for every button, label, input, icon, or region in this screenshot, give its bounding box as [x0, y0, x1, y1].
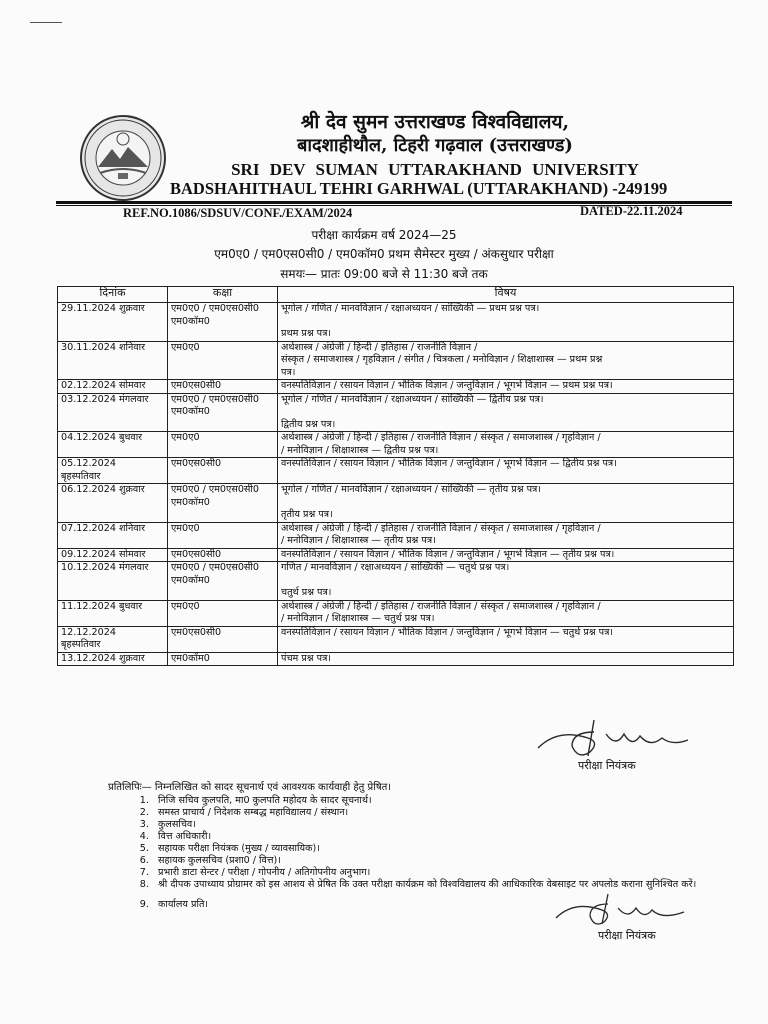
subject-cell-line: अर्थशास्त्र / अंग्रेजी / हिन्दी / इतिहास / राजनीति विज्ञान / संस्कृत / समाजशास्त्र / गृहविज्ञान /: [281, 600, 601, 612]
class-cell-line: एम0ए0 / एम0एस0सी0: [171, 562, 260, 573]
table-row: [58, 484, 734, 523]
class-cell-line: एम0एस0सी0: [171, 458, 222, 469]
class-cell-line: एम0कॉम0: [171, 406, 210, 417]
date-cell: [58, 380, 168, 394]
date-cell-line: 03.12.2024 मंगलवार: [61, 393, 149, 405]
date-cell-line: 13.12.2024 शुक्रवार: [61, 652, 145, 664]
class-cell: [168, 600, 278, 626]
subject-cell: [278, 562, 734, 601]
copy-to-item: 5. सहायक परीक्षा नियंत्रक (मुख्य / व्यावसायिक)।: [152, 843, 752, 855]
date-cell: [58, 458, 168, 484]
subject-cell-line: तृतीय प्रश्न पत्र।: [281, 509, 333, 520]
subject-cell: [278, 626, 734, 652]
date-cell-line: 29.11.2024 शुक्रवार: [61, 303, 145, 314]
class-cell-line: एम0एस0सी0: [171, 380, 222, 391]
date-cell-line: 09.12.2024 सोमवार: [61, 548, 146, 560]
class-cell-line: एम0एस0सी0: [171, 548, 222, 560]
class-cell-line: एम0ए0 / एम0एस0सी0: [171, 484, 260, 495]
subject-cell-line: वनस्पतिविज्ञान / रसायन विज्ञान / भौतिक विज्ञान / जन्तुविज्ञान / भूगर्भ विज्ञान — प्रथम प्रश्न पत्र।: [281, 380, 613, 391]
subject-cell-line: पत्र।: [281, 366, 296, 378]
class-cell-line: एम0एस0सी0: [171, 626, 222, 638]
class-cell-line: एम0ए0 / एम0एस0सी0: [171, 303, 260, 314]
university-address-english: BADSHAHITHAUL TEHRI GARHWAL (UTTARAKHAND) -249199: [170, 179, 668, 198]
subject-cell: [278, 652, 734, 666]
table-row: [58, 600, 734, 626]
subject-cell-line: अर्थशास्त्र / अंग्रेजी / हिन्दी / इतिहास / राजनीति विज्ञान / संस्कृत / समाजशास्त्र / गृहविज्ञान /: [281, 522, 601, 534]
table-row: [58, 548, 734, 562]
exam-timing: समयः— प्रातः 09:00 बजे से 11:30 बजे तक: [280, 267, 488, 281]
reference-number: REF.NO.1086/SDSUV/CONF./EXAM/2024: [123, 206, 353, 220]
date-cell: [58, 393, 168, 432]
class-cell-line: एम0ए0: [171, 341, 200, 353]
class-cell-line: एम0कॉम0: [171, 574, 210, 586]
column-header-date: दिनांक: [58, 287, 168, 303]
table-row: [58, 303, 734, 342]
date-cell-line: 11.12.2024 बुधवार: [61, 600, 143, 612]
table-row: [58, 432, 734, 458]
table-row: [58, 393, 734, 432]
subject-cell-line: [281, 497, 730, 510]
subject-cell-line: [281, 316, 730, 329]
subject-cell-line: भूगोल / गणित / मानवविज्ञान / रक्षाअध्ययन / सांख्यिकी — द्वितीय प्रश्न पत्र।: [281, 393, 544, 405]
date-cell: [58, 303, 168, 342]
subject-cell: [278, 548, 734, 562]
class-cell-line: एम0कॉम0: [171, 496, 210, 508]
subject-cell: [278, 303, 734, 342]
class-cell-line: एम0ए0: [171, 600, 200, 612]
class-cell: [168, 626, 278, 652]
date-cell: [58, 484, 168, 523]
subject-cell-line: पंचम प्रश्न पत्र।: [281, 652, 332, 664]
subject-cell-line: / मनोविज्ञान / शिक्षाशास्त्र — चतुर्थ प्रश्न पत्र।: [281, 613, 435, 624]
subject-cell-line: अर्थशास्त्र / अंग्रेजी / हिन्दी / इतिहास / राजनीति विज्ञान /: [281, 341, 478, 353]
subject-cell-line: / मनोविज्ञान / शिक्षाशास्त्र — द्वितीय प्रश्न पत्र।: [281, 444, 439, 456]
signature-image: [528, 712, 698, 762]
copy-to-item: 2. समस्त प्राचार्य / निदेशक सम्बद्ध महाविद्यालय / संस्थान।: [152, 807, 752, 819]
date-cell-line: 06.12.2024 शुक्रवार: [61, 484, 145, 495]
table-row: [58, 341, 734, 380]
subject-cell: [278, 600, 734, 626]
class-cell-line: एम0ए0 / एम0एस0सी0: [171, 393, 260, 405]
subject-cell: [278, 458, 734, 484]
date-cell: [58, 522, 168, 548]
document-date: DATED-22.11.2024: [580, 204, 683, 218]
subject-cell-line: चतुर्थ प्रश्न पत्र।: [281, 587, 332, 598]
subject-cell: [278, 380, 734, 394]
date-cell-line: बृहस्पतिवार: [61, 639, 101, 650]
class-cell: [168, 652, 278, 666]
table-body: [58, 303, 734, 666]
class-cell: [168, 458, 278, 484]
subject-cell-line: गणित / मानवविज्ञान / रक्षाअध्ययन / सांख्यिकी — चतुर्थ प्रश्न पत्र।: [281, 562, 510, 573]
university-name-hindi: श्री देव सुमन उत्तराखण्ड विश्वविद्यालय,: [300, 111, 570, 133]
exam-description: एम0ए0 / एम0एस0सी0 / एम0कॉम0 प्रथम सैमेस्टर मुख्य / अंकसुधार परीक्षा: [214, 247, 554, 261]
table-row: [58, 562, 734, 601]
subject-cell: [278, 522, 734, 548]
date-cell-line: 30.11.2024 शनिवार: [61, 341, 146, 353]
date-cell: [58, 626, 168, 652]
subject-cell-line: अर्थशास्त्र / अंग्रेजी / हिन्दी / इतिहास / राजनीति विज्ञान / संस्कृत / समाजशास्त्र / गृहविज्ञान /: [281, 432, 601, 443]
table-row: [58, 458, 734, 484]
subject-cell: [278, 484, 734, 523]
controller-signature-label: परीक्षा नियंत्रक: [578, 759, 636, 772]
table-row: [58, 522, 734, 548]
corner-mark: [30, 22, 62, 23]
class-cell: [168, 548, 278, 562]
class-cell-line: एम0कॉम0: [171, 652, 210, 664]
subject-cell-line: संस्कृत / समाजशास्त्र / गृहविज्ञान / संगीत / चित्रकला / मनोविज्ञान / शिक्षाशास्त्र — प्रथम प्रश्न: [281, 354, 603, 365]
date-cell: [58, 548, 168, 562]
date-cell: [58, 652, 168, 666]
subject-cell-line: वनस्पतिविज्ञान / रसायन विज्ञान / भौतिक विज्ञान / जन्तुविज्ञान / भूगर्भ विज्ञान — द्वितीय प्रश्न पत्र।: [281, 458, 617, 469]
university-seal-logo: [80, 115, 166, 201]
date-cell-line: 12.12.2024: [61, 626, 116, 638]
controller-signature-label-2: परीक्षा नियंत्रक: [598, 929, 656, 942]
date-cell-line: 02.12.2024 सोमवार: [61, 380, 146, 391]
subject-cell-line: / मनोविज्ञान / शिक्षाशास्त्र — तृतीय प्रश्न पत्र।: [281, 535, 436, 546]
class-cell: [168, 303, 278, 342]
copy-to-item: 9. कार्यालय प्रति।: [152, 899, 752, 911]
class-cell: [168, 341, 278, 380]
table-row: [58, 626, 734, 652]
subject-cell-line: द्वितीय प्रश्न पत्र।: [281, 418, 336, 430]
copy-to-item: 7. प्रभारी डाटा सेन्टर / परीक्षा / गोपनीय / अतिगोपनीय अनुभाग।: [152, 867, 752, 879]
class-cell: [168, 432, 278, 458]
subject-cell: [278, 393, 734, 432]
date-cell-line: बृहस्पतिवार: [61, 470, 101, 482]
copy-to-item: 3. कुलसचिव।: [152, 819, 752, 831]
column-header-subject: विषय: [278, 287, 734, 303]
subject-cell-line: भूगोल / गणित / मानवविज्ञान / रक्षाअध्ययन / सांख्यिकी — प्रथम प्रश्न पत्र।: [281, 303, 540, 314]
class-cell: [168, 484, 278, 523]
date-cell-line: 05.12.2024: [61, 458, 116, 469]
class-cell: [168, 380, 278, 394]
table-row: [58, 380, 734, 394]
date-cell-line: 07.12.2024 शनिवार: [61, 522, 146, 534]
date-cell: [58, 600, 168, 626]
date-cell: [58, 341, 168, 380]
date-cell-line: 04.12.2024 बुधवार: [61, 432, 143, 443]
subject-cell: [278, 341, 734, 380]
exam-schedule-table: [57, 286, 734, 666]
subject-cell-line: वनस्पतिविज्ञान / रसायन विज्ञान / भौतिक विज्ञान / जन्तुविज्ञान / भूगर्भ विज्ञान — तृतीय प्रश्न पत्र।: [281, 548, 615, 560]
date-cell: [58, 432, 168, 458]
class-cell: [168, 562, 278, 601]
subject-cell-line: भूगोल / गणित / मानवविज्ञान / रक्षाअध्ययन / सांख्यिकी — तृतीय प्रश्न पत्र।: [281, 484, 541, 495]
subject-cell-line: प्रथम प्रश्न पत्र।: [281, 328, 332, 339]
subject-cell: [278, 432, 734, 458]
class-cell: [168, 522, 278, 548]
subject-cell-line: [281, 575, 730, 588]
subject-cell-line: वनस्पतिविज्ञान / रसायन विज्ञान / भौतिक विज्ञान / जन्तुविज्ञान / भूगर्भ विज्ञान — चतुर्थ प्रश्न पत्र।: [281, 626, 614, 638]
table-header-row: [58, 287, 734, 303]
class-cell-line: एम0कॉम0: [171, 315, 210, 327]
date-cell-line: 10.12.2024 मंगलवार: [61, 562, 149, 573]
copy-to-item: 4. वित्त अधिकारी।: [152, 831, 752, 843]
class-cell: [168, 393, 278, 432]
university-address-hindi: बादशाहीथौल, टिहरी गढ़वाल (उत्तराखण्ड): [297, 135, 573, 156]
subject-cell-line: [281, 406, 730, 419]
schedule-title: परीक्षा कार्यक्रम वर्ष 2024—25: [311, 228, 457, 242]
copy-to-intro: प्रतिलिपिः— निम्नलिखित को सादर सूचनार्थ एवं आवश्यक कार्यवाही हेतु प्रेषित।: [108, 782, 392, 793]
column-header-class: कक्षा: [168, 287, 278, 303]
table-row: [58, 652, 734, 666]
date-cell: [58, 562, 168, 601]
copy-to-item: 6. सहायक कुलसचिव (प्रशा0 / वित्त)।: [152, 855, 752, 867]
copy-to-item: 1. निजि सचिव कुलपति, मा0 कुलपति महोदय के सादर सूचनार्थ।: [152, 795, 752, 807]
copy-to-item: 8. श्री दीपक उपाध्याय प्रोग्रामर को इस आशय से प्रेषित कि उक्त परीक्षा कार्यक्रम को विश्वविद्यालय की आधिकारिक वेबसाइट पर अपलोड कराना सुनिश्चित करें।: [152, 879, 752, 891]
university-name-english: SRI DEV SUMAN UTTARAKHAND UNIVERSITY: [231, 160, 639, 179]
signature-image-2: [548, 888, 698, 928]
class-cell-line: एम0ए0: [171, 432, 200, 443]
class-cell-line: एम0ए0: [171, 522, 200, 534]
